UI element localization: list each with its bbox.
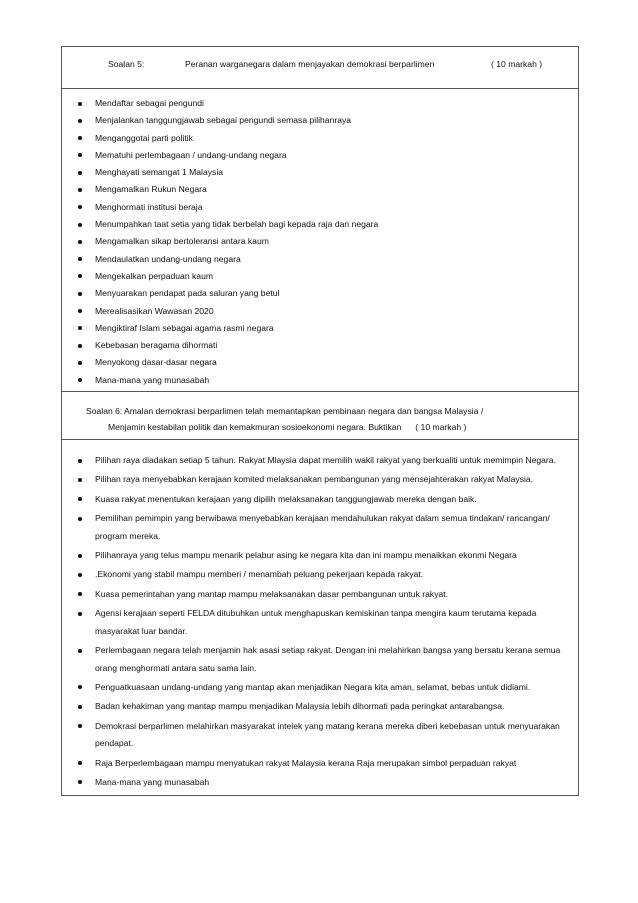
- bullet-icon: [78, 497, 82, 501]
- bullet-icon: [78, 459, 82, 463]
- answer-text: Merealisasikan Wawasan 2020: [95, 305, 214, 316]
- answer-text: Kebebasan beragama dihormati: [95, 340, 218, 351]
- bullet-icon: [78, 257, 82, 261]
- answer-table: [61, 46, 579, 796]
- answer-list-item: [62, 268, 578, 285]
- answer-list-item: [62, 698, 578, 715]
- answer-text: Kuasa pemerintahan yang mantap mampu melaksanakan dasar pembangunan untuk rakyat.: [95, 588, 449, 599]
- bullet-icon: [78, 705, 82, 709]
- answer-list-item: [62, 199, 578, 216]
- bullet-icon: [78, 188, 82, 192]
- answer-text: Mana-mana yang munasabah: [95, 776, 210, 787]
- bullet-icon: [78, 724, 82, 728]
- bullet-icon: [78, 378, 82, 382]
- answer-list-item: [62, 233, 578, 250]
- answer-text: Menghayati semangat 1 Malaysia: [95, 167, 224, 178]
- answer-text: Kuasa rakyat menentukan kerajaan yang dipilih melaksanakan tanggungjawab mereka dengan baik.: [95, 493, 477, 504]
- answer-text: Mana-mana yang munasabah: [95, 374, 210, 385]
- bullet-icon: [78, 309, 82, 313]
- answer-text: Raja Berperlembagaan mampu menyatukan rakyat Malaysia kerana Raja merupakan simbol perpaduan rakyat: [95, 757, 517, 768]
- answer-list-item: [62, 95, 578, 112]
- bullet-icon: [78, 240, 82, 244]
- question-6-number: Soalan 6:: [86, 406, 123, 417]
- answer-list-item: [62, 285, 578, 302]
- bullet-icon: [78, 685, 82, 689]
- answer-text: Menghormati institusi beraja: [95, 201, 203, 212]
- answer-list-item: [62, 147, 578, 164]
- bullet-icon: [78, 761, 82, 765]
- bullet-icon: [78, 292, 82, 296]
- answer-text: Pilihan raya diadakan setiap 5 tahun. Rakyat Mlaysia dapat memilih wakil rakyat yang berkualiti untuk memimpin Negara.: [95, 455, 556, 466]
- bullet-icon: [78, 119, 82, 123]
- answer-text: Menganggotai parti politik: [95, 132, 193, 143]
- answer-list-item: [62, 452, 578, 469]
- answer-text: Mengekalkan perpaduan kaum: [95, 270, 214, 281]
- answer-list-item: [62, 774, 578, 791]
- answer-list-item: [62, 605, 578, 640]
- answer-list-item: [62, 216, 578, 233]
- bullet-icon: [78, 478, 82, 482]
- answer-text: Penguatkuasaan undang-undang yang mantap akan menjadikan Negara kita aman, selamat, bebas untuk didiami.: [95, 681, 531, 692]
- bullet-icon: [78, 780, 82, 784]
- bullet-icon: [78, 102, 82, 106]
- answer-list-item: [62, 164, 578, 181]
- question-5-number: Soalan 5:: [108, 59, 145, 69]
- bullet-icon: [78, 136, 82, 140]
- answer-list-item: [62, 586, 578, 603]
- answer-text: .Ekonomi yang stabil mampu memberi / menambah peluang pekerjaan kepada rakyat.: [95, 569, 424, 580]
- answer-text: Mengamalkan Rukun Negara: [95, 184, 207, 195]
- answer-text: Mengiktiraf Islam sebagai agama rasmi negara: [95, 322, 274, 333]
- answer-list-item: [62, 372, 578, 389]
- answer-text: Badan kehakiman yang mantap mampu menjadikan Malaysia lebih dihormati pada peringkat antarabangsa.: [95, 701, 505, 712]
- answer-list-item: [62, 679, 578, 696]
- question-5-marks: ( 10 markah ): [491, 59, 543, 69]
- bullet-icon: [78, 649, 82, 653]
- answer-list-item: [62, 547, 578, 564]
- bullet-icon: [78, 517, 82, 521]
- answer-list-item: [62, 642, 578, 677]
- question-5-answer-list: [62, 95, 578, 389]
- answer-text: Mendaulatkan undang-undang negara: [95, 253, 241, 264]
- answer-list-item: [62, 251, 578, 268]
- answer-list-item: [62, 566, 578, 583]
- answer-text: Perlembagaan negara telah menjamin hak asasi setiap rakyat. Dengan ini melahirkan bangsa yang bersatu kerana semua orang menghormati antara satu sama lain.: [95, 645, 561, 673]
- bullet-icon: [78, 153, 82, 157]
- answer-list-item: [62, 130, 578, 147]
- question-5-title: Peranan warganegara dalam menjayakan demokrasi berparlimen: [185, 59, 435, 69]
- answer-text: Pilihanraya yang telus mampu menarik pelabur asing ke negara kita dan ini mampu menaikkan ekonmi Negara: [95, 550, 517, 561]
- answer-text: Agensi kerajaan seperti FELDA ditubuhkan untuk menghapuskan kemiskinan tanpa mengira kaum terutama kepada masyarakat luar bandar.: [95, 608, 537, 636]
- answer-text: Mendaftar sebagai pengundi: [95, 98, 204, 108]
- question-6-header: [62, 392, 578, 440]
- answer-text: Pemilihan pemimpin yang berwibawa menyebabkan kerajaan mendahulukan rakyat dalam semua tindakan/ rancangan/ program mereka.: [95, 513, 550, 541]
- answer-list-item: [62, 320, 578, 337]
- bullet-icon: [78, 326, 82, 330]
- answer-list-item: [62, 354, 578, 371]
- answer-text: Pilihan raya menyebabkan kerajaan komited melaksanakan pembangunan yang mensejahterakan rakyat Malaysia.: [95, 474, 534, 485]
- bullet-icon: [78, 274, 82, 278]
- question-5-answers: [62, 89, 578, 392]
- answer-list-item: [62, 491, 578, 508]
- bullet-icon: [78, 612, 82, 616]
- question-5-header: [62, 47, 578, 89]
- answer-list-item: [62, 303, 578, 320]
- answer-text: Menyuarakan pendapat pada saluran yang betul: [95, 288, 280, 299]
- answer-text: Menyokong dasar-dasar negara: [95, 357, 217, 368]
- question-6-title-line1: Amalan demokrasi berparlimen telah memantapkan pembinaan negara dan bangsa Malaysia /: [124, 406, 484, 417]
- answer-list-item: [62, 755, 578, 772]
- bullet-icon: [78, 361, 82, 365]
- answer-text: Menumpahkan taat setia yang tidak berbelah bagi kepada raja dan negara: [95, 219, 379, 230]
- answer-list-item: [62, 510, 578, 545]
- bullet-icon: [78, 554, 82, 558]
- answer-list-item: [62, 471, 578, 488]
- bullet-icon: [78, 573, 82, 577]
- bullet-icon: [78, 344, 82, 348]
- answer-list-item: [62, 718, 578, 753]
- answer-text: Mematuhi perlembagaan / undang-undang negara: [95, 149, 287, 160]
- question-6-marks: ( 10 markah ): [415, 422, 467, 433]
- bullet-icon: [78, 223, 82, 227]
- question-6-answer-list: [62, 452, 578, 791]
- bullet-icon: [78, 205, 82, 209]
- answer-list-item: [62, 337, 578, 354]
- bullet-icon: [78, 592, 82, 596]
- answer-text: Menjalankan tanggungjawab sebagai pengundi semasa pilihanraya: [95, 115, 352, 126]
- answer-text: Demokrasi berparlimen melahirkan masyarakat intelek yang matang kerana mereka diberi kebebasan untuk menyuarakan pendapat.: [95, 720, 560, 749]
- question-6-title-line2: Menjamin kestabilan politik dan kemakmuran sosioekonomi negara. Buktikan: [108, 422, 402, 433]
- answer-list-item: [62, 181, 578, 198]
- question-6-answers: [62, 440, 578, 795]
- answer-list-item: [62, 112, 578, 129]
- bullet-icon: [78, 171, 82, 175]
- answer-text: Mengamalkan sikap bertoleransi antara kaum: [95, 236, 269, 247]
